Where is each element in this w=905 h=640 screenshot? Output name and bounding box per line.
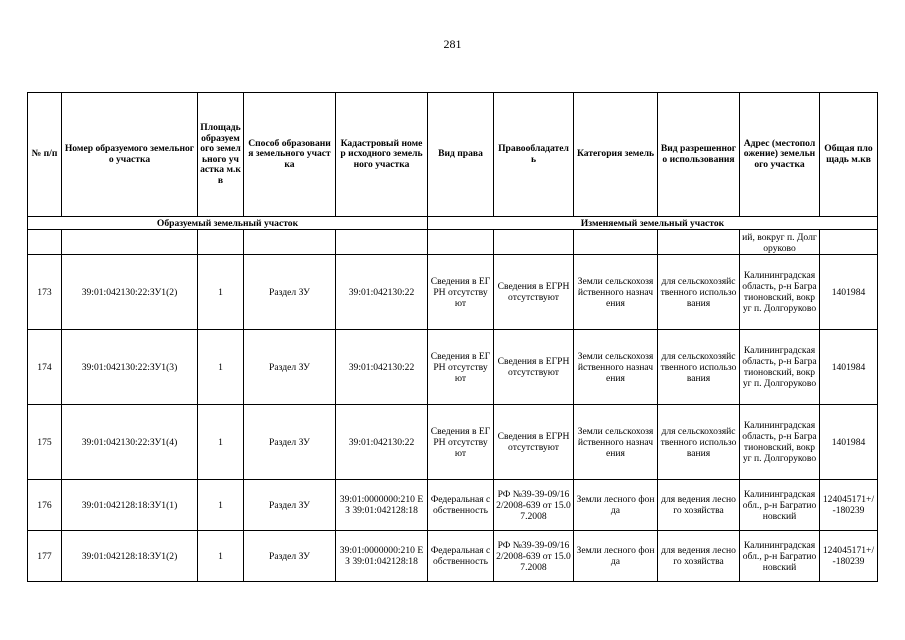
cell-source-cadastral: 39:01:042130:22 — [336, 255, 428, 330]
header-formation-method: Способ образования земельного участка — [244, 93, 336, 217]
cell-holder: РФ №39-39-09/162/2008-639 от 15.07.2008 — [494, 531, 574, 582]
cell-formation-method: Раздел ЗУ — [244, 531, 336, 582]
cell-permitted-use: для ведения лесного хозяйства — [658, 480, 740, 531]
cell-plot-number: 39:01:042130:22:ЗУ1(3) — [62, 330, 198, 405]
cell-plot-number: 39:01:042130:22:ЗУ1(2) — [62, 255, 198, 330]
cell-total-area: 124045171+/-180239 — [820, 480, 878, 531]
continued-row — [28, 230, 878, 255]
cell-right-type: Федеральная собственность — [428, 480, 494, 531]
header-permitted-use: Вид разрешенного использования — [658, 93, 740, 217]
cell-num: 174 — [28, 330, 62, 405]
header-plot-number: Номер образуемого земельного участка — [62, 93, 198, 217]
cell-plot-area: 1 — [198, 405, 244, 480]
header-num: № п/п — [28, 93, 62, 217]
cell-empty — [28, 230, 62, 255]
cell-formation-method: Раздел ЗУ — [244, 480, 336, 531]
section-row — [28, 217, 878, 230]
cell-land-category: Земли сельскохозяйственного назначения — [574, 255, 658, 330]
cell-total-area: 124045171+/-180239 — [820, 531, 878, 582]
cell-empty — [198, 230, 244, 255]
section-formed: Образуемый земельный участок — [28, 217, 428, 230]
cell-permitted-use: для сельскохозяйственного использования — [658, 330, 740, 405]
cell-empty — [62, 230, 198, 255]
cell-holder: Сведения в ЕГРН отсутствуют — [494, 255, 574, 330]
cell-source-cadastral: 39:01:0000000:210 ЕЗ 39:01:042128:18 — [336, 531, 428, 582]
cell-address: Калининградская область, р-н Багратионовский, вокруг п. Долгоруково — [740, 255, 820, 330]
cell-empty — [658, 230, 740, 255]
cell-land-category: Земли лесного фонда — [574, 480, 658, 531]
cell-holder: Сведения в ЕГРН отсутствуют — [494, 330, 574, 405]
table-row — [28, 480, 878, 531]
cell-right-type: Сведения в ЕГРН отсутствуют — [428, 405, 494, 480]
cell-total-area: 1401984 — [820, 255, 878, 330]
cell-address: Калининградская обл., р-н Багратионовский — [740, 480, 820, 531]
cell-formation-method: Раздел ЗУ — [244, 405, 336, 480]
table-row — [28, 255, 878, 330]
section-changed: Изменяемый земельный участок — [428, 217, 878, 230]
cell-permitted-use: для сельскохозяйственного использования — [658, 255, 740, 330]
cell-permitted-use: для ведения лесного хозяйства — [658, 531, 740, 582]
cell-plot-number: 39:01:042130:22:ЗУ1(4) — [62, 405, 198, 480]
page-number: 281 — [443, 37, 462, 51]
cell-total-area: 1401984 — [820, 330, 878, 405]
cell-plot-area: 1 — [198, 480, 244, 531]
cell-address: Калининградская область, р-н Багратионовский, вокруг п. Долгоруково — [740, 330, 820, 405]
cell-right-type: Федеральная собственность — [428, 531, 494, 582]
cell-source-cadastral: 39:01:042130:22 — [336, 405, 428, 480]
cell-plot-number: 39:01:042128:18:ЗУ1(2) — [62, 531, 198, 582]
table-row — [28, 330, 878, 405]
header-address: Адрес (местоположение) земельного участка — [740, 93, 820, 217]
header-row — [28, 93, 878, 217]
header-right-type: Вид права — [428, 93, 494, 217]
cell-address: Калининградская область, р-н Багратионовский, вокруг п. Долгоруково — [740, 405, 820, 480]
land-plots-table — [27, 92, 878, 582]
cell-holder: Сведения в ЕГРН отсутствуют — [494, 405, 574, 480]
header-source-cadastral: Кадастровый номер исходного земельного участка — [336, 93, 428, 217]
cell-land-category: Земли лесного фонда — [574, 531, 658, 582]
cell-empty — [494, 230, 574, 255]
header-total-area: Общая площадь м.кв — [820, 93, 878, 217]
cell-num: 177 — [28, 531, 62, 582]
cell-permitted-use: для сельскохозяйственного использования — [658, 405, 740, 480]
cell-num: 175 — [28, 405, 62, 480]
cell-num: 176 — [28, 480, 62, 531]
cell-total-area: 1401984 — [820, 405, 878, 480]
cell-plot-area: 1 — [198, 255, 244, 330]
cell-address: Калининградская обл., р-н Багратионовский — [740, 531, 820, 582]
table-row — [28, 531, 878, 582]
cell-empty — [574, 230, 658, 255]
header-plot-area: Площадь образуемого земельного участка м.кв — [198, 93, 244, 217]
cell-plot-area: 1 — [198, 531, 244, 582]
cell-num: 173 — [28, 255, 62, 330]
header-holder: Правообладатель — [494, 93, 574, 217]
cell-empty — [820, 230, 878, 255]
table-row — [28, 405, 878, 480]
cell-empty — [428, 230, 494, 255]
cell-formation-method: Раздел ЗУ — [244, 330, 336, 405]
cell-formation-method: Раздел ЗУ — [244, 255, 336, 330]
cell-holder: РФ №39-39-09/162/2008-639 от 15.07.2008 — [494, 480, 574, 531]
cell-address: ий, вокруг п. Долгоруково — [740, 230, 820, 255]
cell-empty — [336, 230, 428, 255]
cell-right-type: Сведения в ЕГРН отсутствуют — [428, 255, 494, 330]
cell-source-cadastral: 39:01:042130:22 — [336, 330, 428, 405]
cell-right-type: Сведения в ЕГРН отсутствуют — [428, 330, 494, 405]
cell-plot-number: 39:01:042128:18:ЗУ1(1) — [62, 480, 198, 531]
cell-empty — [244, 230, 336, 255]
cell-land-category: Земли сельскохозяйственного назначения — [574, 405, 658, 480]
cell-source-cadastral: 39:01:0000000:210 ЕЗ 39:01:042128:18 — [336, 480, 428, 531]
cell-plot-area: 1 — [198, 330, 244, 405]
header-land-category: Категория земель — [574, 93, 658, 217]
cell-land-category: Земли сельскохозяйственного назначения — [574, 330, 658, 405]
